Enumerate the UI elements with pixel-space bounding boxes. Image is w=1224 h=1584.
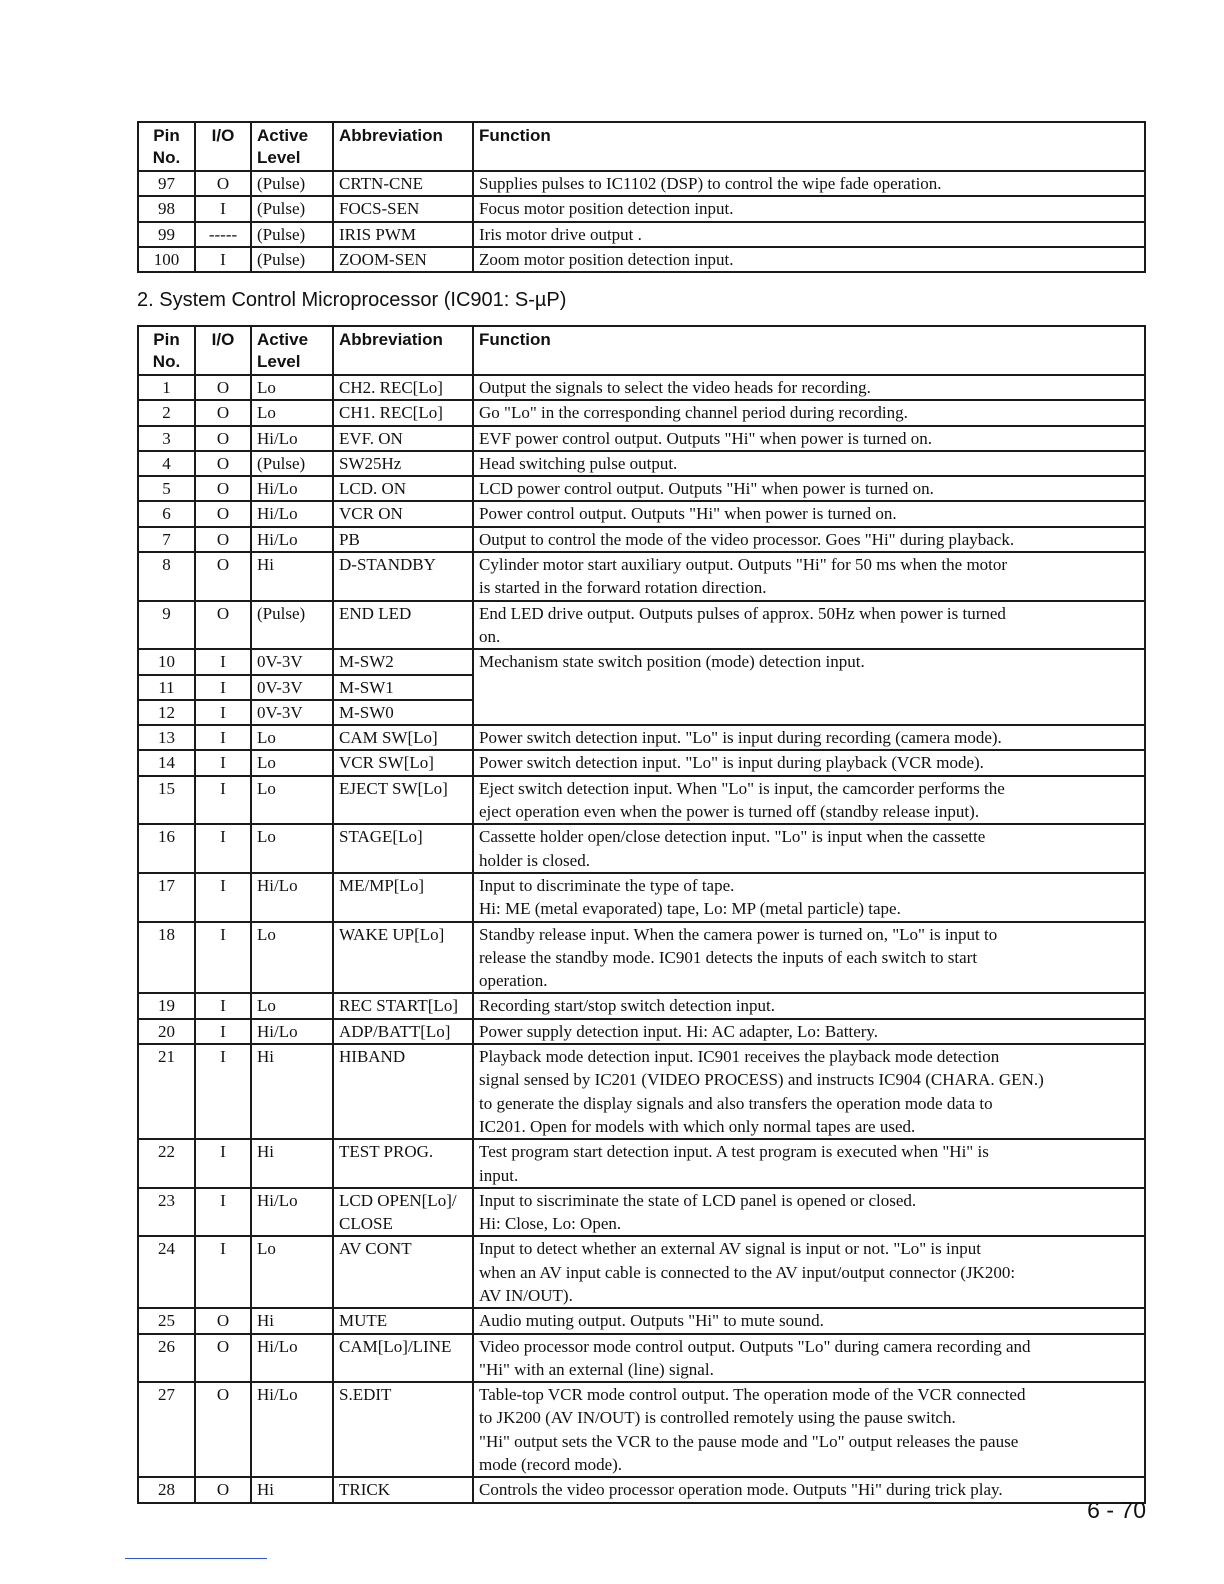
- table-row: [138, 1019, 1145, 1044]
- header-io: I/O: [195, 326, 251, 375]
- function-description-line: Mechanism state switch position (mode) detection input.: [479, 652, 865, 672]
- function-description: [473, 451, 1145, 476]
- abbreviation: [333, 993, 473, 1018]
- io-direction: I: [195, 824, 251, 873]
- table-row: [138, 1139, 1145, 1188]
- header-pin: Pin No.: [138, 326, 195, 375]
- pin-table-ic-continued: [137, 121, 1146, 273]
- abbreviation: IRIS PWM: [333, 222, 473, 247]
- abbreviation: [333, 649, 473, 674]
- io-direction: I: [195, 1236, 251, 1308]
- function-description: [473, 725, 1145, 750]
- abbreviation: [333, 601, 473, 650]
- function-description-line: operation.: [479, 971, 548, 991]
- pin-number: 98: [138, 196, 195, 221]
- table-row: [138, 993, 1145, 1018]
- function-description-line: "Hi" output sets the VCR to the pause mode and "Lo" output releases the pause: [479, 1431, 1019, 1451]
- function-description-line: AV IN/OUT).: [479, 1285, 573, 1305]
- abbreviation-line: LCD OPEN[Lo]/: [339, 1190, 457, 1210]
- function-description: [473, 426, 1145, 451]
- abbreviation: [333, 476, 473, 501]
- abbreviation-line: M-SW1: [339, 677, 394, 697]
- abbreviation-line: TEST PROG.: [339, 1142, 434, 1162]
- active-level: Hi/Lo: [251, 426, 333, 451]
- abbreviation-line: EJECT SW[Lo]: [339, 778, 448, 798]
- function-description: [473, 552, 1145, 601]
- pin-number: 14: [138, 750, 195, 775]
- abbreviation: [333, 1382, 473, 1477]
- io-direction: I: [195, 649, 251, 674]
- abbreviation: [333, 1019, 473, 1044]
- io-direction: I: [195, 1019, 251, 1044]
- active-level: Lo: [251, 993, 333, 1018]
- table-row: [138, 400, 1145, 425]
- io-direction: O: [195, 527, 251, 552]
- abbreviation-line: AV CONT: [339, 1239, 412, 1259]
- function-description: [473, 476, 1145, 501]
- abbreviation: [333, 552, 473, 601]
- table-row: [138, 527, 1145, 552]
- pin-number: 23: [138, 1188, 195, 1237]
- table-row: [138, 247, 1145, 272]
- function-description: [473, 1308, 1145, 1333]
- active-level: 0V-3V: [251, 700, 333, 725]
- active-level: 0V-3V: [251, 675, 333, 700]
- io-direction: I: [195, 247, 251, 272]
- abbreviation: [333, 750, 473, 775]
- abbreviation-line: HIBAND: [339, 1047, 406, 1067]
- active-level: Lo: [251, 824, 333, 873]
- abbreviation: [333, 501, 473, 526]
- function-description: [473, 993, 1145, 1018]
- pin-number: 13: [138, 725, 195, 750]
- function-description-line: signal sensed by IC201 (VIDEO PROCESS) and instructs IC904 (CHARA. GEN.): [479, 1070, 1044, 1090]
- active-level: Lo: [251, 750, 333, 775]
- active-level: Lo: [251, 776, 333, 825]
- abbreviation: [333, 1139, 473, 1188]
- table-header-row: [138, 326, 1145, 375]
- table-row: [138, 196, 1145, 221]
- table-row: [138, 375, 1145, 400]
- function-description-line: Input to siscriminate the state of LCD panel is opened or closed.: [479, 1190, 917, 1210]
- table-row: [138, 1382, 1145, 1477]
- io-direction: O: [195, 552, 251, 601]
- pin-number: 22: [138, 1139, 195, 1188]
- abbreviation-line: TRICK: [339, 1480, 390, 1500]
- abbreviation: [333, 700, 473, 725]
- function-description-line: to generate the display signals and also transfers the operation mode data to: [479, 1093, 993, 1113]
- table-row: [138, 824, 1145, 873]
- function-description-line: mode (record mode).: [479, 1455, 623, 1475]
- function-description-line: when an AV input cable is connected to the AV input/output connector (JK200:: [479, 1262, 1016, 1282]
- function-description: [473, 247, 1145, 272]
- function-description-line: holder is closed.: [479, 850, 590, 870]
- abbreviation-line: STAGE[Lo]: [339, 827, 423, 847]
- active-level: (Pulse): [251, 451, 333, 476]
- function-description: [473, 750, 1145, 775]
- abbreviation: [333, 824, 473, 873]
- function-description-line: Controls the video processor operation mode. Outputs "Hi" during trick play.: [479, 1480, 1003, 1500]
- header-pin: Pin No.: [138, 122, 195, 171]
- pin-number: 6: [138, 501, 195, 526]
- active-level: Hi: [251, 1477, 333, 1502]
- function-description: [473, 776, 1145, 825]
- pin-number: 10: [138, 649, 195, 674]
- function-description-line: Focus motor position detection input.: [479, 199, 734, 219]
- abbreviation: ZOOM-SEN: [333, 247, 473, 272]
- table-row: [138, 725, 1145, 750]
- function-description: [473, 1044, 1145, 1139]
- abbreviation: [333, 725, 473, 750]
- pin-number: 16: [138, 824, 195, 873]
- abbreviation: [333, 1308, 473, 1333]
- function-description: [473, 824, 1145, 873]
- io-direction: O: [195, 1334, 251, 1383]
- io-direction: O: [195, 1477, 251, 1502]
- io-direction: O: [195, 400, 251, 425]
- abbreviation-line: CAM SW[Lo]: [339, 728, 438, 748]
- function-description: [473, 400, 1145, 425]
- function-description: [473, 649, 1145, 725]
- function-description-line: Hi: ME (metal evaporated) tape, Lo: MP (metal particle) tape.: [479, 899, 901, 919]
- abbreviation-line: CH2. REC[Lo]: [339, 378, 443, 397]
- table-row: [138, 750, 1145, 775]
- section-title: 2. System Control Microprocessor (IC901: S-µP): [137, 289, 567, 311]
- function-description-line: Table-top VCR mode control output. The operation mode of the VCR connected: [479, 1385, 1026, 1405]
- table-row: [138, 552, 1145, 601]
- table-row: [138, 1308, 1145, 1333]
- function-description-line: Power switch detection input. "Lo" is input during recording (camera mode).: [479, 728, 1002, 748]
- function-description-line: Eject switch detection input. When "Lo" is input, the camcorder performs the: [479, 778, 1005, 798]
- io-direction: I: [195, 675, 251, 700]
- io-direction: O: [195, 171, 251, 196]
- function-description-line: input.: [479, 1165, 519, 1185]
- function-description-line: eject operation even when the power is turned off (standby release input).: [479, 802, 980, 822]
- header-active-level: Active Level: [251, 122, 333, 171]
- function-description-line: Power switch detection input. "Lo" is input during playback (VCR mode).: [479, 753, 984, 773]
- abbreviation-line: PB: [339, 529, 360, 549]
- table-row: [138, 501, 1145, 526]
- abbreviation-line: VCR ON: [339, 504, 403, 524]
- io-direction: I: [195, 1139, 251, 1188]
- table-row: [138, 171, 1145, 196]
- abbreviation: [333, 426, 473, 451]
- abbreviation: [333, 1236, 473, 1308]
- function-description-line: to JK200 (AV IN/OUT) is controlled remotely using the pause switch.: [479, 1408, 956, 1428]
- active-level: Lo: [251, 725, 333, 750]
- pin-number: 26: [138, 1334, 195, 1383]
- abbreviation: [333, 400, 473, 425]
- io-direction: O: [195, 451, 251, 476]
- active-level: Hi/Lo: [251, 1334, 333, 1383]
- io-direction: O: [195, 1308, 251, 1333]
- function-description: [473, 196, 1145, 221]
- function-description: [473, 1019, 1145, 1044]
- pin-number: 99: [138, 222, 195, 247]
- function-description-line: LCD power control output. Outputs "Hi" when power is turned on.: [479, 479, 934, 499]
- abbreviation: CRTN-CNE: [333, 171, 473, 196]
- pin-number: 28: [138, 1477, 195, 1502]
- abbreviation-line: M-SW2: [339, 652, 394, 672]
- abbreviation-line: VCR SW[Lo]: [339, 753, 434, 773]
- active-level: Lo: [251, 400, 333, 425]
- io-direction: I: [195, 993, 251, 1018]
- function-description-line: Cassette holder open/close detection input. "Lo" is input when the cassette: [479, 827, 986, 847]
- function-description: [473, 1188, 1145, 1237]
- function-description: [473, 873, 1145, 922]
- table-row: [138, 1236, 1145, 1308]
- abbreviation-line: ME/MP[Lo]: [339, 875, 424, 895]
- abbreviation-line: MUTE: [339, 1311, 388, 1331]
- function-description-line: Playback mode detection input. IC901 receives the playback mode detection: [479, 1047, 1000, 1067]
- function-description: [473, 501, 1145, 526]
- active-level: Lo: [251, 922, 333, 994]
- pin-number: 27: [138, 1382, 195, 1477]
- pin-number: 1: [138, 375, 195, 400]
- header-function: Function: [473, 326, 1145, 375]
- active-level: Hi/Lo: [251, 873, 333, 922]
- io-direction: I: [195, 725, 251, 750]
- abbreviation: [333, 675, 473, 700]
- abbreviation: [333, 776, 473, 825]
- active-level: Hi: [251, 1044, 333, 1139]
- function-description-line: Hi: Close, Lo: Open.: [479, 1214, 622, 1234]
- function-description-line: Video processor mode control output. Outputs "Lo" during camera recording and: [479, 1336, 1031, 1356]
- abbreviation-line: ADP/BATT[Lo]: [339, 1021, 451, 1041]
- function-description: [473, 1334, 1145, 1383]
- io-direction: I: [195, 873, 251, 922]
- active-level: Lo: [251, 375, 333, 400]
- abbreviation: FOCS-SEN: [333, 196, 473, 221]
- io-direction: I: [195, 776, 251, 825]
- function-description-line: Power supply detection input. Hi: AC adapter, Lo: Battery.: [479, 1021, 879, 1041]
- abbreviation-line: WAKE UP[Lo]: [339, 924, 445, 944]
- io-direction: O: [195, 1382, 251, 1477]
- io-direction: O: [195, 375, 251, 400]
- table-row: [138, 776, 1145, 825]
- io-direction: -----: [195, 222, 251, 247]
- io-direction: I: [195, 1044, 251, 1139]
- abbreviation: [333, 527, 473, 552]
- io-direction: O: [195, 501, 251, 526]
- active-level: Hi: [251, 1308, 333, 1333]
- table-row: [138, 1044, 1145, 1139]
- pin-number: 97: [138, 171, 195, 196]
- pin-number: 3: [138, 426, 195, 451]
- abbreviation: [333, 922, 473, 994]
- active-level: 0V-3V: [251, 649, 333, 674]
- active-level: Hi/Lo: [251, 501, 333, 526]
- abbreviation: [333, 451, 473, 476]
- table-row: [138, 1334, 1145, 1383]
- pin-number: 17: [138, 873, 195, 922]
- pin-number: 8: [138, 552, 195, 601]
- pin-number: 20: [138, 1019, 195, 1044]
- pin-number: 100: [138, 247, 195, 272]
- pin-number: 11: [138, 675, 195, 700]
- table-row: [138, 222, 1145, 247]
- function-description-line: on.: [479, 626, 501, 646]
- function-description: [473, 222, 1145, 247]
- abbreviation-line: D-STANDBY: [339, 555, 436, 575]
- abbreviation-line: LCD. ON: [339, 479, 407, 499]
- abbreviation: [333, 1334, 473, 1383]
- function-description-line: Output to control the mode of the video processor. Goes "Hi" during playback.: [479, 529, 1015, 549]
- header-abbreviation: Abbreviation: [333, 122, 473, 171]
- pin-number: 7: [138, 527, 195, 552]
- pin-number: 2: [138, 400, 195, 425]
- function-description-line: Test program start detection input. A test program is executed when "Hi" is: [479, 1142, 989, 1162]
- table-row: [138, 476, 1145, 501]
- active-level: Hi/Lo: [251, 1382, 333, 1477]
- active-level: (Pulse): [251, 196, 333, 221]
- function-description: [473, 171, 1145, 196]
- function-description: [473, 1477, 1145, 1502]
- function-description: [473, 527, 1145, 552]
- io-direction: I: [195, 922, 251, 994]
- function-description: [473, 1139, 1145, 1188]
- abbreviation: [333, 873, 473, 922]
- table-row: [138, 922, 1145, 994]
- function-description: [473, 1382, 1145, 1477]
- io-direction: O: [195, 476, 251, 501]
- abbreviation-line: CH1. REC[Lo]: [339, 403, 443, 423]
- active-level: Hi: [251, 1139, 333, 1188]
- pin-number: 12: [138, 700, 195, 725]
- function-description-line: release the standby mode. IC901 detects the inputs of each switch to start: [479, 947, 978, 967]
- function-description-line: Zoom motor position detection input.: [479, 249, 734, 269]
- function-description-line: "Hi" with an external (line) signal.: [479, 1359, 714, 1379]
- pin-number: 4: [138, 451, 195, 476]
- pin-table-system-control: [137, 325, 1146, 1504]
- page-number: 6 - 70: [1087, 1497, 1146, 1523]
- abbreviation-line: EVF. ON: [339, 428, 403, 448]
- active-level: (Pulse): [251, 171, 333, 196]
- function-description-line: Output the signals to select the video heads for recording.: [479, 378, 871, 397]
- active-level: Lo: [251, 1236, 333, 1308]
- table-row: [138, 601, 1145, 650]
- header-function: Function: [473, 122, 1145, 171]
- abbreviation-line: SW25Hz: [339, 453, 402, 473]
- io-direction: O: [195, 426, 251, 451]
- header-io: I/O: [195, 122, 251, 171]
- active-level: Hi/Lo: [251, 1188, 333, 1237]
- abbreviation-line: S.EDIT: [339, 1385, 392, 1405]
- active-level: (Pulse): [251, 222, 333, 247]
- function-description-line: is started in the forward rotation direction.: [479, 578, 767, 598]
- table-row: [138, 1477, 1145, 1502]
- io-direction: I: [195, 196, 251, 221]
- function-description: [473, 1236, 1145, 1308]
- abbreviation: [333, 1044, 473, 1139]
- pin-number: 25: [138, 1308, 195, 1333]
- abbreviation-line: END LED: [339, 603, 412, 623]
- function-description: [473, 375, 1145, 400]
- pin-number: 18: [138, 922, 195, 994]
- abbreviation-line: CAM[Lo]/LINE: [339, 1336, 452, 1356]
- pin-number: 9: [138, 601, 195, 650]
- pin-number: 24: [138, 1236, 195, 1308]
- pin-number: 21: [138, 1044, 195, 1139]
- table-row: [138, 1188, 1145, 1237]
- io-direction: I: [195, 700, 251, 725]
- table-row: [138, 649, 1145, 674]
- header-abbreviation: Abbreviation: [333, 326, 473, 375]
- pin-number: 15: [138, 776, 195, 825]
- table-header-row: [138, 122, 1145, 171]
- function-description-line: IC201. Open for models with which only normal tapes are used.: [479, 1116, 916, 1136]
- function-description-line: Recording start/stop switch detection input.: [479, 996, 776, 1016]
- function-description: [473, 922, 1145, 994]
- active-level: Hi/Lo: [251, 1019, 333, 1044]
- function-description-line: Cylinder motor start auxiliary output. Outputs "Hi" for 50 ms when the motor: [479, 555, 1008, 575]
- active-level: Hi: [251, 552, 333, 601]
- pin-number: 19: [138, 993, 195, 1018]
- abbreviation-line: CLOSE: [339, 1214, 393, 1234]
- active-level: (Pulse): [251, 601, 333, 650]
- header-active-level: Active Level: [251, 326, 333, 375]
- table-row: [138, 426, 1145, 451]
- function-description-line: Supplies pulses to IC1102 (DSP) to control the wipe fade operation.: [479, 174, 942, 193]
- io-direction: I: [195, 750, 251, 775]
- table-row: [138, 873, 1145, 922]
- abbreviation-line: REC START[Lo]: [339, 996, 458, 1016]
- abbreviation-line: M-SW0: [339, 702, 394, 722]
- function-description-line: Head switching pulse output.: [479, 453, 678, 473]
- function-description: [473, 601, 1145, 650]
- function-description-line: Input to detect whether an external AV signal is input or not. "Lo" is input: [479, 1239, 981, 1259]
- io-direction: I: [195, 1188, 251, 1237]
- io-direction: O: [195, 601, 251, 650]
- abbreviation: [333, 1477, 473, 1502]
- function-description-line: Power control output. Outputs "Hi" when power is turned on.: [479, 504, 897, 524]
- footer-rule: [125, 1558, 267, 1559]
- active-level: Hi/Lo: [251, 527, 333, 552]
- abbreviation: [333, 375, 473, 400]
- function-description-line: Iris motor drive output .: [479, 224, 642, 244]
- function-description-line: Audio muting output. Outputs "Hi" to mute sound.: [479, 1311, 824, 1331]
- pin-number: 5: [138, 476, 195, 501]
- function-description-line: Go "Lo" in the corresponding channel period during recording.: [479, 403, 908, 423]
- function-description-line: End LED drive output. Outputs pulses of approx. 50Hz when power is turned: [479, 603, 1006, 623]
- function-description-line: Standby release input. When the camera power is turned on, "Lo" is input to: [479, 924, 998, 944]
- function-description-line: Input to discriminate the type of tape.: [479, 875, 735, 895]
- active-level: Hi/Lo: [251, 476, 333, 501]
- function-description-line: EVF power control output. Outputs "Hi" when power is turned on.: [479, 428, 932, 448]
- abbreviation: [333, 1188, 473, 1237]
- table-row: [138, 451, 1145, 476]
- active-level: (Pulse): [251, 247, 333, 272]
